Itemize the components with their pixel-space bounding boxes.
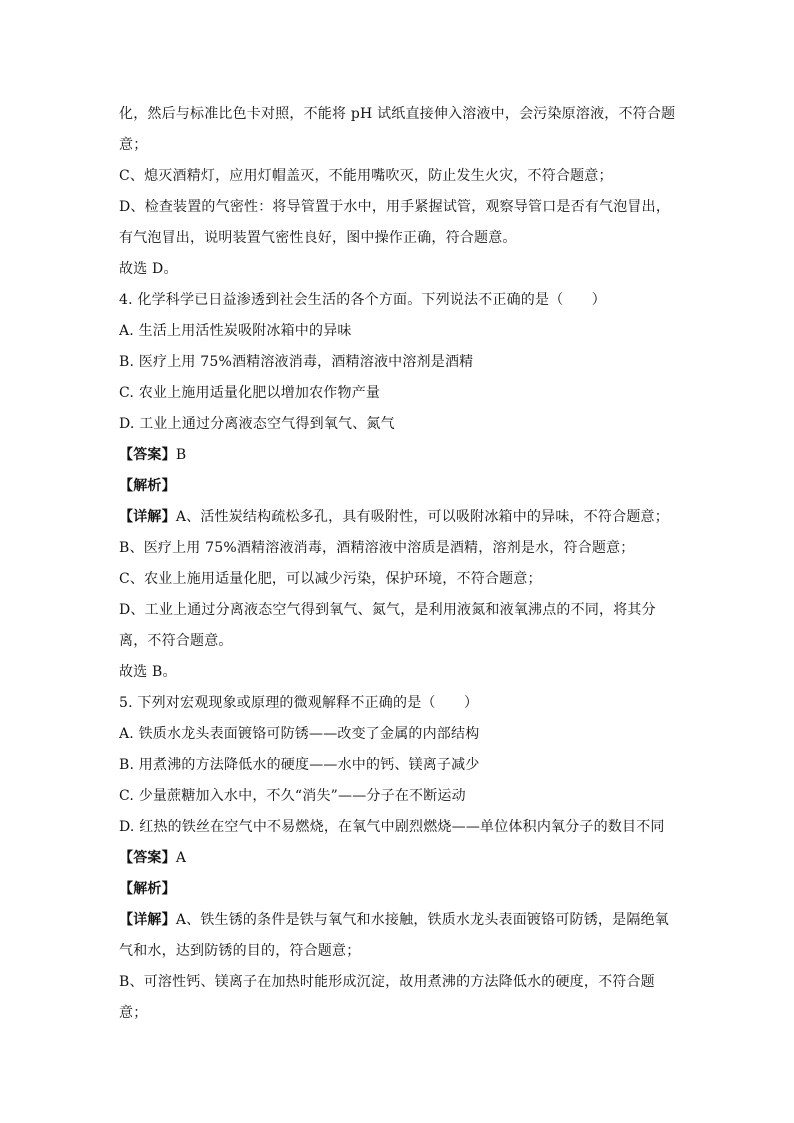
detail-text: A、活性炭结构疏松多孔，具有吸附性，可以吸附冰箱中的异味，不符合题意； [175,509,669,525]
q5-option-d: D. 红热的铁丝在空气中不易燃烧，在氧气中剧烈燃烧——单位体积内氧分子的数目不同 [119,819,665,835]
q4-detail-b: B、医疗上用 75%酒精溶液消毒，酒精溶液中溶质是酒精，溶剂是水，符合题意； [119,540,635,556]
detail-text: A、铁生锈的条件是铁与氧气和水接触，铁质水龙头表面镀铬可防锈，是隔绝氧 [175,912,669,928]
q4-option-c: C. 农业上施用适量化肥以增加农作物产量 [119,385,381,401]
q5-option-a: A. 铁质水龙头表面镀铬可防锈——改变了金属的内部结构 [119,726,480,742]
q3-option-d-explanation-cont: 有气泡冒出，说明装置气密性良好，图中操作正确，符合题意。 [119,230,517,246]
q4-answer [119,445,186,465]
q5-option-c: C. 少量蔗糖加入水中，不久“消失”——分子在不断运动 [119,788,466,804]
answer-label: 【答案】 [119,850,176,866]
q5-detail-b-cont: 意； [119,1005,148,1021]
q3-text-line: 化，然后与标准比色卡对照，不能将 pH 试纸直接伸入溶液中，会污染原溶液，不符合题 [119,106,676,122]
detail-label: 【详解】 [119,509,176,525]
q4-option-b: B. 医疗上用 75%酒精溶液消毒，酒精溶液中溶剂是酒精 [119,354,474,370]
q3-conclusion: 故选 D。 [119,261,178,277]
q5-detail-b: B、可溶性钙、镁离子在加热时能形成沉淀，故用煮沸的方法降低水的硬度，不符合题 [119,974,655,990]
q3-option-d-explanation: D、检查装置的气密性：将导管置于水中，用手紧握试管，观察导管口是否有气泡冒出， [119,199,671,215]
q5-detail-a-cont: 气和水，达到防锈的目的，符合题意； [119,943,361,959]
q4-analysis-label: 【解析】 [119,478,176,494]
detail-label: 【详解】 [119,912,176,928]
q5-stem: 5. 下列对宏观现象或原理的微观解释不正确的是（ ） [119,695,479,711]
q4-option-d: D. 工业上通过分离液态空气得到氧气、氮气 [119,416,395,432]
q4-stem: 4. 化学科学已日益渗透到社会生活的各个方面。下列说法不正确的是（ ） [119,292,607,308]
answer-label: 【答案】 [119,447,176,463]
q5-analysis-label: 【解析】 [119,881,176,897]
q4-detail-c: C、农业上施用适量化肥，可以减少污染，保护环境，不符合题意； [119,571,542,587]
q5-answer [119,848,186,868]
answer-value: A [175,850,187,866]
q4-detail-a [119,507,669,527]
answer-value: B [175,447,187,463]
q4-option-a: A. 生活上用活性炭吸附冰箱中的异味 [119,323,352,339]
q5-detail-a [119,910,669,930]
q3-option-c-explanation: C、熄灭酒精灯，应用灯帽盖灭，不能用嘴吹灭，防止发生火灾，不符合题意； [119,168,613,184]
q5-option-b: B. 用煮沸的方法降低水的硬度——水中的钙、镁离子减少 [119,757,480,773]
q3-text-line: 意； [119,137,148,153]
q4-conclusion: 故选 B。 [119,664,177,680]
q4-detail-d-cont: 离，不符合题意。 [119,633,233,649]
q4-detail-d: D、工业上通过分离液态空气得到氧气、氮气，是利用液氮和液氧沸点的不同，将其分 [119,602,656,618]
